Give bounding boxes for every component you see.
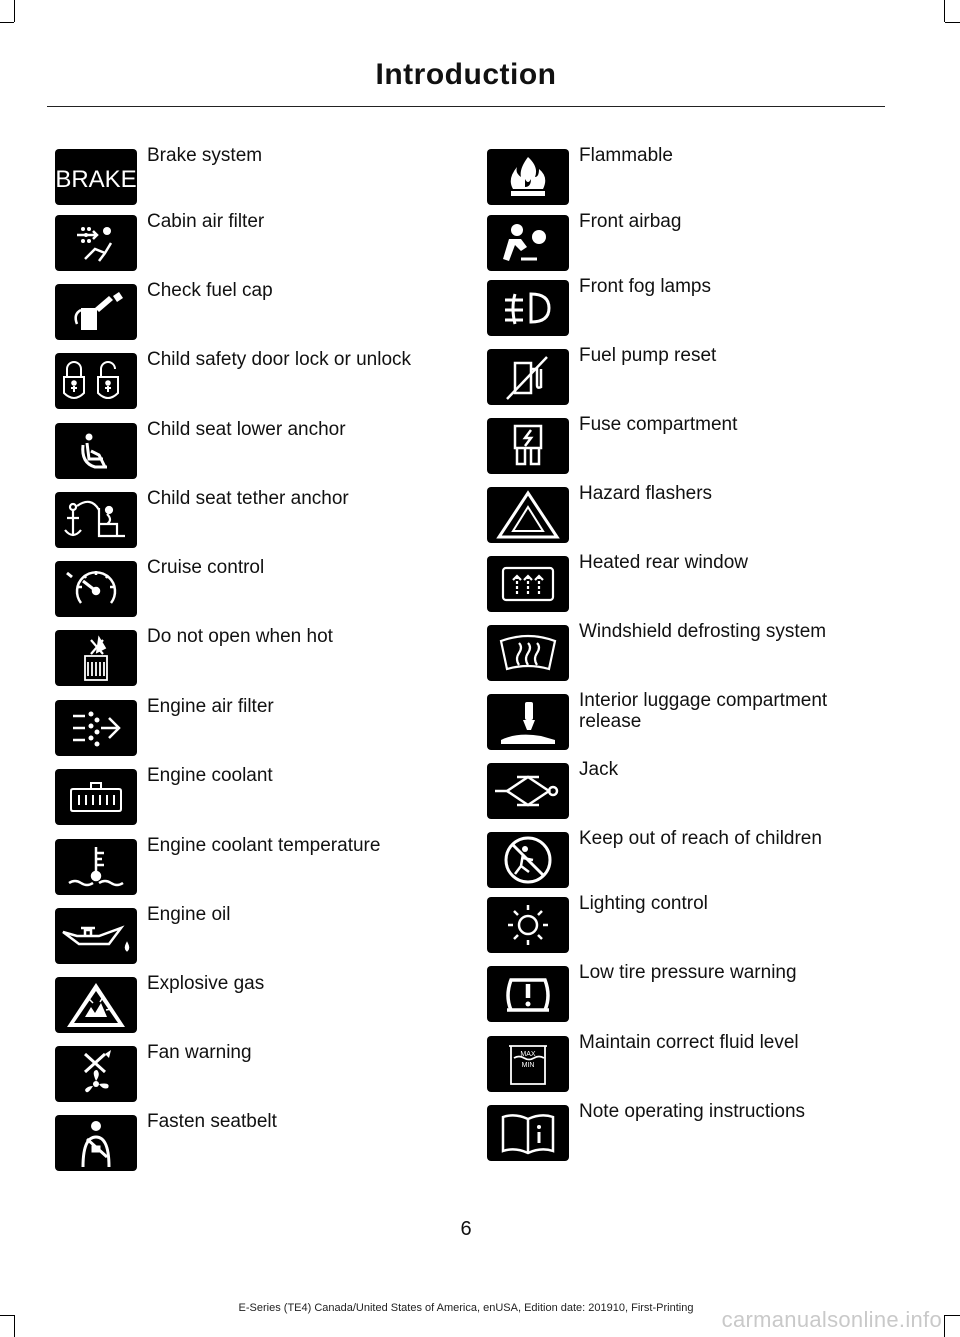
symbol-entry xyxy=(55,557,455,621)
page-number: 6 xyxy=(460,1218,472,1240)
header-rule xyxy=(47,106,885,107)
symbol-label: Lighting control xyxy=(579,893,708,914)
symbol-entry xyxy=(55,765,455,829)
symbol-entry xyxy=(487,414,887,478)
symbol-entry xyxy=(487,962,887,1026)
symbol-entry xyxy=(55,349,455,413)
symbol-entry xyxy=(487,276,887,340)
crop-mark xyxy=(945,22,960,23)
crop-mark xyxy=(14,0,15,22)
symbol-entry xyxy=(487,145,887,209)
hot-coolant-icon xyxy=(55,630,137,686)
svg-text:MIN: MIN xyxy=(521,1062,535,1069)
symbol-entry xyxy=(487,345,887,409)
symbol-entry xyxy=(487,211,887,275)
symbol-label: Brake system xyxy=(147,145,263,166)
symbol-label: Interior luggage compartment release xyxy=(579,690,828,732)
no-children-icon xyxy=(487,832,569,888)
symbol-label: Child seat tether anchor xyxy=(147,488,349,509)
crop-mark xyxy=(944,0,945,22)
symbol-label: Front fog lamps xyxy=(579,276,711,297)
light-bulb-icon xyxy=(487,897,569,953)
symbol-entry xyxy=(55,904,455,968)
symbol-entry xyxy=(55,211,455,275)
symbol-label: Do not open when hot xyxy=(147,626,333,647)
symbol-entry xyxy=(55,1111,455,1175)
symbol-label: Fuel pump reset xyxy=(579,345,717,366)
symbol-label: Cruise control xyxy=(147,557,265,578)
symbol-entry xyxy=(55,145,455,209)
symbol-label: Explosive gas xyxy=(147,973,265,994)
symbol-label: Windshield defrosting system xyxy=(579,621,827,642)
crop-mark xyxy=(944,1315,945,1337)
symbol-label: Engine coolant xyxy=(147,765,273,786)
trunk-release-icon xyxy=(487,694,569,750)
airbag-icon xyxy=(487,215,569,271)
symbol-label: Cabin air filter xyxy=(147,211,265,232)
symbol-entry xyxy=(55,835,455,899)
symbol-entry xyxy=(487,1101,887,1165)
hazard-triangle-icon xyxy=(487,487,569,543)
svg-text:BRAKE: BRAKE xyxy=(55,166,137,193)
symbol-label: Engine air filter xyxy=(147,696,274,717)
rear-defrost-icon xyxy=(487,556,569,612)
tire-pressure-icon xyxy=(487,966,569,1022)
symbol-entry xyxy=(55,280,455,344)
symbol-label: Hazard flashers xyxy=(579,483,713,504)
fuse-icon xyxy=(487,418,569,474)
symbol-label: Low tire pressure warning xyxy=(579,962,797,983)
symbol-entry xyxy=(55,973,455,1037)
speedometer-icon xyxy=(55,561,137,617)
child-lock-icon xyxy=(55,353,137,409)
symbol-label: Child safety door lock or unlock xyxy=(147,349,412,370)
child-seat-anchor-icon xyxy=(55,423,137,479)
symbol-label: Keep out of reach of children xyxy=(579,828,822,849)
flame-icon xyxy=(487,149,569,205)
windshield-defrost-icon xyxy=(487,625,569,681)
symbol-label: Heated rear window xyxy=(579,552,748,573)
brake-text-icon xyxy=(55,149,137,205)
symbol-entry xyxy=(55,626,455,690)
symbol-label: Fasten seatbelt xyxy=(147,1111,277,1132)
symbol-entry xyxy=(55,488,455,552)
symbol-label: Child seat lower anchor xyxy=(147,419,346,440)
symbol-entry xyxy=(487,1032,887,1096)
symbol-entry xyxy=(55,419,455,483)
page-title: Introduction xyxy=(375,58,557,91)
engine-air-filter-icon xyxy=(55,700,137,756)
symbol-label: Jack xyxy=(579,759,619,780)
symbol-entry xyxy=(487,552,887,616)
symbol-entry xyxy=(487,828,887,892)
fuel-pump-icon xyxy=(487,349,569,405)
symbol-entry xyxy=(55,696,455,760)
coolant-tank-icon xyxy=(55,769,137,825)
child-seat-tether-icon xyxy=(55,492,137,548)
symbol-entry xyxy=(55,1042,455,1106)
svg-text:MAX: MAX xyxy=(520,1051,536,1058)
symbol-entry xyxy=(487,621,887,685)
symbol-label: Engine oil xyxy=(147,904,231,925)
fuel-cap-icon xyxy=(55,284,137,340)
symbol-label: Fuse compartment xyxy=(579,414,738,435)
symbol-label: Maintain correct fluid level xyxy=(579,1032,799,1053)
cabin-air-filter-icon xyxy=(55,215,137,271)
symbol-label: Engine coolant temperature xyxy=(147,835,381,856)
watermark: carmanualsonline.info xyxy=(721,1307,942,1332)
symbol-entry xyxy=(487,690,887,754)
symbol-label: Front airbag xyxy=(579,211,682,232)
crop-mark xyxy=(0,22,14,23)
fluid-level-icon xyxy=(487,1036,569,1092)
symbol-label: Check fuel cap xyxy=(147,280,273,301)
crop-mark xyxy=(0,1315,14,1316)
symbol-entry xyxy=(487,483,887,547)
crop-mark xyxy=(945,1315,960,1316)
crop-mark xyxy=(14,1315,15,1337)
explosion-warning-icon xyxy=(55,977,137,1033)
symbol-entry xyxy=(487,893,887,957)
symbol-label: Note operating instructions xyxy=(579,1101,806,1122)
fan-icon xyxy=(55,1046,137,1102)
fog-lamp-icon xyxy=(487,280,569,336)
symbol-entry xyxy=(487,759,887,823)
jack-icon xyxy=(487,763,569,819)
symbol-label: Fan warning xyxy=(147,1042,252,1063)
manual-book-icon xyxy=(487,1105,569,1161)
seatbelt-icon xyxy=(55,1115,137,1171)
thermometer-icon xyxy=(55,839,137,895)
symbol-label: Flammable xyxy=(579,145,673,166)
oil-can-icon xyxy=(55,908,137,964)
edition-footer: E-Series (TE4) Canada/United States of America, enUSA, Edition date: 201910, First-Printing xyxy=(238,1302,694,1314)
